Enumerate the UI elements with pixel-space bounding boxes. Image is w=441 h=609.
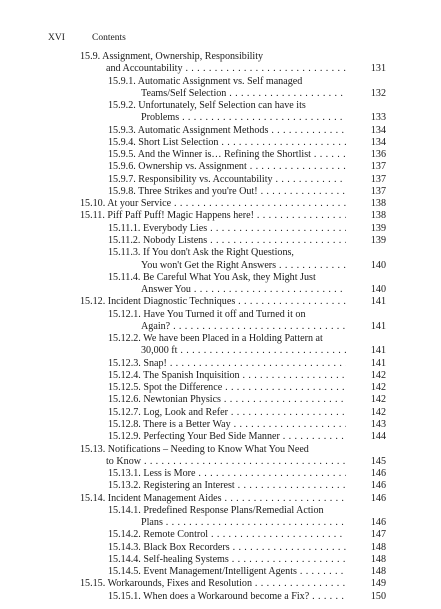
toc-entry-title: 15.12.6. Newtonian Physics . . . (108, 394, 346, 406)
toc-entry-page-number: 137 (370, 185, 386, 197)
toc-entry-title: 15.10. At your Service . . . (80, 198, 346, 210)
toc-entry-title: 15.9.3. Automatic Assignment Methods . . . (108, 125, 346, 137)
toc-entry-page-number: 148 (370, 553, 386, 565)
toc-entry (0, 210, 441, 222)
toc-entry-title: 15.11.2. Nobody Listens . . . (108, 235, 346, 247)
toc-entry (0, 284, 441, 296)
toc-entry-page-number: 148 (370, 566, 386, 578)
toc-entry-title: 15.12.5. Spot the Difference . . . (108, 382, 346, 394)
toc-entry-title: Answer You . . . (141, 284, 346, 296)
toc-entry (0, 112, 441, 124)
toc-entry (0, 394, 441, 406)
page-roman-number: XVI (48, 33, 65, 43)
toc-entry-title: Plans . . . (141, 517, 346, 529)
toc-entry-page-number: 139 (370, 234, 386, 246)
toc-entry-page-number: 147 (370, 529, 386, 541)
toc-entry-title: 15.12.1. Have You Turned it off and Turned it on (108, 308, 306, 320)
toc-entry-title: 15.9.6. Ownership vs. Assignment . . . (108, 161, 346, 173)
running-title: Contents (92, 33, 126, 43)
toc-entry-title: 15.11.1. Everybody Lies . . . (108, 223, 346, 235)
toc-entry (0, 493, 441, 505)
toc-entry-page-number: 146 (370, 468, 386, 480)
toc-entry (0, 100, 441, 112)
toc-entry (0, 407, 441, 419)
toc-entry-title: 15.9.2. Unfortunately, Self Selection can have its (108, 100, 306, 112)
toc-entry (0, 137, 441, 149)
toc-entry (0, 358, 441, 370)
toc-entry (0, 444, 441, 456)
toc-entry-title: 15.13.1. Less is More . . . (108, 468, 346, 480)
toc-entry-title: 15.12.7. Log, Look and Refer . . . (108, 407, 346, 419)
toc-entry-title: 15.11.3. If You don't Ask the Right Questions, (108, 247, 294, 259)
toc-entry-page-number: 144 (370, 431, 386, 443)
toc-entry-title: 15.14.1. Predefined Response Plans/Remedial Action (108, 504, 324, 516)
toc-entry-page-number: 139 (370, 222, 386, 234)
toc-entry-page-number: 141 (370, 296, 386, 308)
toc-entry (0, 529, 441, 541)
toc-entry-page-number: 140 (370, 284, 386, 296)
toc-entry-page-number: 133 (370, 112, 386, 124)
toc-entry-page-number: 138 (370, 210, 386, 222)
toc-entry-title: 15.9.7. Responsibility vs. Accountability . . . (108, 174, 346, 186)
toc-entry-title: 30,000 ft . . . (141, 345, 346, 357)
toc-entry (0, 309, 441, 321)
toc-entry-title: 15.12.2. We have been Placed in a Holding Pattern at (108, 333, 323, 345)
toc-entry-page-number: 138 (370, 198, 386, 210)
toc-entry (0, 125, 441, 137)
toc-entry-page-number: 136 (370, 149, 386, 161)
toc-entry (0, 591, 441, 603)
toc-entry-page-number: 145 (370, 455, 386, 467)
toc-entry-title: and Accountability . . . (106, 63, 346, 75)
toc-entry (0, 382, 441, 394)
toc-entry-page-number: 150 (370, 590, 386, 602)
toc-entry (0, 431, 441, 443)
toc-entry-title: 15.15. Workarounds, Fixes and Resolution . . . (80, 578, 346, 590)
toc-entry (0, 235, 441, 247)
toc-entry-page-number: 140 (370, 259, 386, 271)
toc-entry-page-number: 142 (370, 382, 386, 394)
toc-entry (0, 370, 441, 382)
toc-entry (0, 578, 441, 590)
toc-entry-page-number: 141 (370, 345, 386, 357)
toc-entry (0, 566, 441, 578)
toc-entry-title: 15.14.4. Self-healing Systems . . . (108, 554, 346, 566)
toc-entry-page-number: 142 (370, 406, 386, 418)
running-header (0, 33, 441, 45)
toc-entry (0, 198, 441, 210)
toc-entry-title: 15.14.2. Remote Control . . . (108, 529, 346, 541)
toc-entry-title: to Know . . . (106, 456, 346, 468)
toc-entry-page-number: 134 (370, 124, 386, 136)
toc-entry-page-number: 134 (370, 136, 386, 148)
toc-entry (0, 247, 441, 259)
toc-entry-page-number: 131 (370, 63, 386, 75)
toc-entry-page-number: 137 (370, 161, 386, 173)
toc-entry (0, 186, 441, 198)
toc-entry (0, 272, 441, 284)
toc-entry (0, 223, 441, 235)
toc-entry-page-number: 142 (370, 394, 386, 406)
toc-entry-title: 15.9.1. Automatic Assignment vs. Self managed (108, 75, 303, 87)
toc-entry-title: 15.13. Notifications – Needing to Know What You Need (80, 443, 309, 455)
toc-entry (0, 161, 441, 173)
toc-entry-title: 15.9. Assignment, Ownership, Responsibility (80, 51, 264, 62)
toc-entry (0, 517, 441, 529)
toc-entry-page-number: 142 (370, 369, 386, 381)
toc-entry (0, 63, 441, 75)
toc-entry-page-number: 141 (370, 320, 386, 332)
toc-entry-title: 15.12. Incident Diagnostic Techniques . . . (80, 296, 346, 308)
toc-entry (0, 321, 441, 333)
toc-entry (0, 76, 441, 88)
toc-entry-page-number: 141 (370, 357, 386, 369)
toc-entry (0, 51, 441, 63)
toc-entry (0, 88, 441, 100)
toc-entry-title: 15.12.3. Snap! . . . (108, 358, 346, 370)
toc-entry-title: 15.14.3. Black Box Recorders . . . (108, 542, 346, 554)
toc-entry-page-number: 146 (370, 492, 386, 504)
toc-entry-title: 15.11. Piff Paff Puff! Magic Happens here! . . . (80, 210, 346, 222)
toc-entry (0, 542, 441, 554)
table-of-contents (0, 51, 441, 603)
toc-entry-title: 15.9.5. And the Winner is… Refining the Shortlist . . . (108, 149, 346, 161)
toc-entry-page-number: 146 (370, 480, 386, 492)
toc-entry-page-number: 146 (370, 517, 386, 529)
toc-entry-title: 15.12.9. Perfecting Your Bed Side Manner . . . (108, 431, 346, 443)
toc-entry (0, 296, 441, 308)
toc-entry-title: Problems . . . (141, 112, 346, 124)
toc-entry (0, 419, 441, 431)
toc-entry-page-number: 137 (370, 173, 386, 185)
toc-entry (0, 554, 441, 566)
toc-entry-title: 15.14.5. Event Management/Intelligent Agents . . . (108, 566, 346, 578)
toc-entry-title: Again? . . . (141, 321, 346, 333)
toc-entry (0, 149, 441, 161)
toc-entry (0, 174, 441, 186)
toc-entry-title: 15.14. Incident Management Aides . . . (80, 493, 346, 505)
toc-entry-page-number: 132 (370, 87, 386, 99)
toc-entry-title: 15.15.1. When does a Workaround become a Fix? . . . (108, 591, 346, 603)
toc-entry-title: 15.11.4. Be Careful What You Ask, they Might Just (108, 271, 316, 283)
toc-entry-title: 15.9.4. Short List Selection . . . (108, 137, 346, 149)
toc-entry-title: You won't Get the Right Answers . . . (141, 260, 346, 272)
toc-entry-page-number: 148 (370, 541, 386, 553)
toc-entry-title: 15.12.8. There is a Better Way . . . (108, 419, 346, 431)
toc-entry (0, 505, 441, 517)
toc-entry-title: Teams/Self Selection . . . (141, 88, 346, 100)
toc-entry-title: 15.13.2. Registering an Interest . . . (108, 480, 346, 492)
toc-entry-title: 15.9.8. Three Strikes and you're Out! . . . (108, 186, 346, 198)
toc-entry (0, 333, 441, 345)
toc-entry (0, 480, 441, 492)
toc-entry-page-number: 149 (370, 578, 386, 590)
toc-entry (0, 260, 441, 272)
toc-entry (0, 456, 441, 468)
toc-entry (0, 345, 441, 357)
toc-entry-page-number: 143 (370, 418, 386, 430)
toc-entry-title: 15.12.4. The Spanish Inquisition . . . (108, 370, 346, 382)
toc-entry (0, 468, 441, 480)
